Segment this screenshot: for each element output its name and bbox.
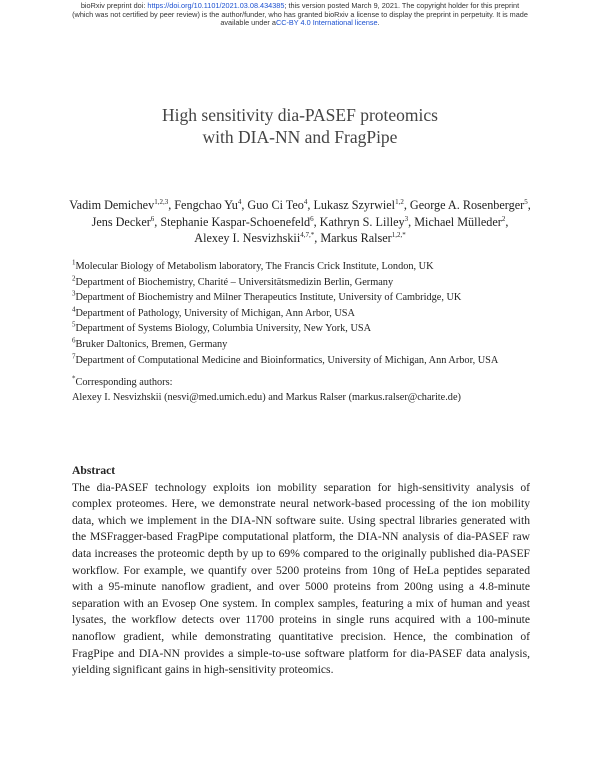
- author-affil-sup: 4: [237, 197, 242, 206]
- author-affil-sup: 2: [501, 214, 506, 223]
- affiliation-item: $^4$Department of Pathology, University of Michigan, Ann Arbor, USA: [72, 305, 355, 319]
- affiliation-list: [72, 259, 572, 368]
- author-affil-sup: 4: [303, 197, 308, 206]
- license-link[interactable]: CC-BY 4.0 International license: [275, 18, 378, 28]
- abstract-section: [72, 463, 530, 679]
- title-line-1: High sensitivity dia-PASEF proteomics: [162, 105, 438, 125]
- paper-title: [0, 104, 600, 148]
- author-affil-sup: 6: [310, 214, 314, 223]
- author-line-1: Vadim Demichev$^{1,2,3}$, Fengchao Yu$^4$, Guo Ci Teo$^4$, Lukasz Szyrwiel$^{1,2}$, George A. Rosenberger$^5$,: [69, 197, 531, 212]
- author-affil-sup: 1,2,*: [391, 230, 406, 239]
- author-affil-sup: 3: [404, 214, 409, 223]
- doi-link[interactable]: https://doi.org/10.1101/2021.03.08.434385: [147, 1, 285, 10]
- author-affil-sup: 4,7,*: [300, 230, 315, 239]
- author-affil-sup: 6: [150, 214, 155, 223]
- affiliation-item: $^3$Department of Biochemistry and Milner Therapeutics Institute, University of Cambridge, UK: [72, 289, 462, 304]
- author-name: Vadim Demichev: [69, 198, 155, 212]
- author-name: Alexey I. Nesvizhskii: [194, 231, 301, 245]
- abstract-heading: Abstract: [72, 464, 116, 477]
- author-name: Jens Decker: [91, 214, 151, 229]
- author-affil-sup: 1,2,3: [154, 197, 169, 206]
- abstract-text: The dia-PASEF technology exploits ion mobility separation for high-sensitivity analysis of complex proteomes. Here, we demonstrate neural network-based processing of the ion mobility data, which we implement in the DIA-NN software suite. Using spectral libraries generated with the MSFragger-based FragPipe computational platform, the DIA-NN analysis of dia-PASEF raw data increases the proteomic depth by up to 69% compared to the originally published dia-PASEF workflow. For example, we quantify over 5200 proteins from 10ng of HeLa peptides separated with a 95-minute nanoflow gradient, and over 5000 proteins from 200ng using a 4.8-minute separation with an Evosep One system. In complex samples, featuring a mix of human and yeast lysates, the workflow detects over 11700 proteins in single runs acquired with a 100-minute nanoflow gradient, while demonstrating quantitative precision. Hence, the combination of FragPipe and DIA-NN provides a simple-to-use software platform for dia-PASEF data analysis, yielding significant gains in high-sensitivity proteomics.: [72, 480, 530, 677]
- corresponding-heading: *Corresponding authors:: [72, 374, 173, 388]
- affiliation-item: $^2$Department of Biochemistry, Charité – Universitätsmedizin Berlin, Germany: [72, 274, 394, 288]
- author-line-2: Jens Decker$^6$, Stephanie Kaspar-Schoenefeld$^6$, Kathryn S. Lilley$^3$, Michael Mülleder$^2$,: [91, 214, 509, 229]
- author-name: Michael Mülleder: [414, 214, 502, 229]
- author-name: Markus Ralser: [320, 231, 392, 245]
- author-name: Stephanie Kaspar-Schoenefeld: [160, 214, 311, 229]
- affiliation-item: $^6$Bruker Daltonics, Bremen, Germany: [72, 336, 228, 350]
- author-affil-sup: 1,2: [395, 197, 404, 206]
- author-name: Guo Ci Teo: [247, 198, 304, 212]
- affiliation-item: $^1$Molecular Biology of Metabolism laboratory, The Francis Crick Institute, London, UK: [72, 258, 434, 272]
- notice-line-2: (which was not certified by peer review) is the author/funder, who has granted bioRxiv a license to display the preprint in perpetuity. It is made: [72, 9, 528, 19]
- author-name: Kathryn S. Lilley: [319, 214, 405, 229]
- corresponding-authors: [72, 375, 572, 406]
- author-line-3: Alexey I. Nesvizhskii$^{4,7,*}$, Markus Ralser$^{1,2,*}$: [194, 230, 406, 245]
- corresponding-line: Alexey I. Nesvizhskii (nesvi@med.umich.edu) and Markus Ralser (markus.ralser@charite.de): [72, 392, 461, 404]
- author-affil-sup: 5: [524, 197, 528, 206]
- preprint-notice: [30, 2, 570, 28]
- notice-line-1: bioRxiv preprint doi: https://doi.org/10.1101/2021.03.08.434385; this version posted March 9, 2021. The copyright holder for this preprint: [80, 1, 520, 10]
- author-name: George A. Rosenberger: [409, 198, 525, 212]
- author-list: [20, 197, 580, 247]
- author-name: Lukasz Szyrwiel: [313, 198, 396, 212]
- author-name: Fengchao Yu: [174, 198, 238, 212]
- title-line-2: with DIA-NN and FragPipe: [202, 127, 398, 147]
- affiliation-item: $^7$Department of Computational Medicine and Bioinformatics, University of Michigan, Ann Arbor, USA: [72, 352, 499, 366]
- affiliation-item: $^5$Department of Systems Biology, Columbia University, New York, USA: [72, 320, 372, 335]
- notice-line-3: available under aCC-BY 4.0 International license.: [220, 18, 380, 28]
